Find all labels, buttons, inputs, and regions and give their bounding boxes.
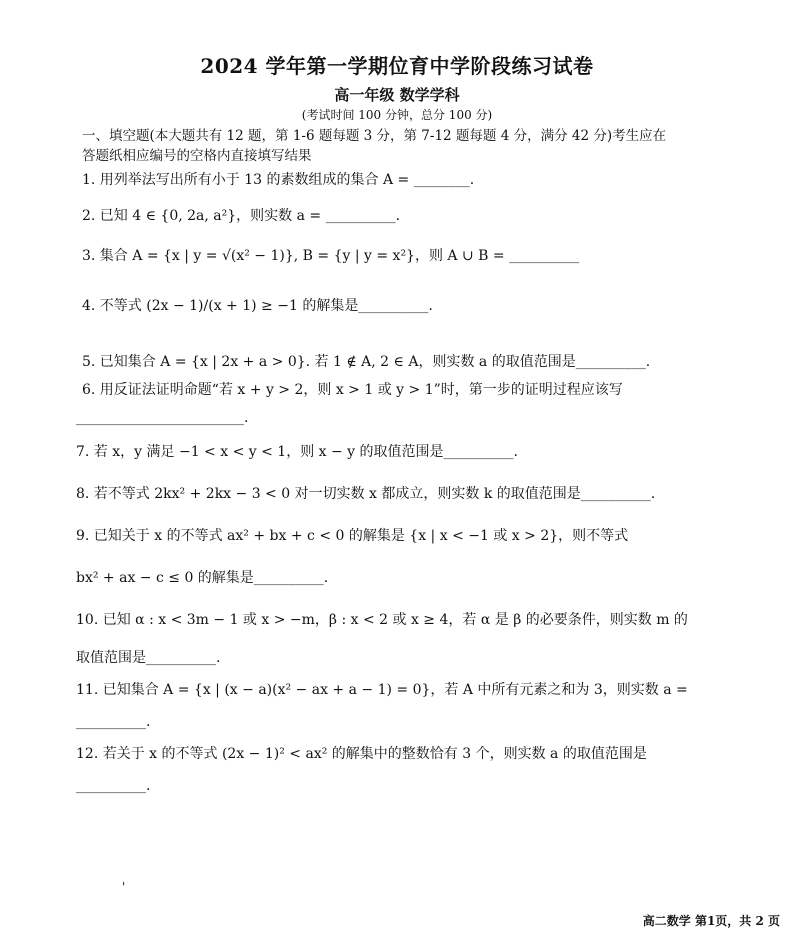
question-9-continued: bx² + ax − c ≤ 0 的解集是__________. (76, 570, 329, 586)
section-line-2: 答题纸相应编号的空格内直接填写结果 (82, 148, 312, 164)
exam-time-note: (考试时间 100 分钟，总分 100 分) (301, 108, 493, 122)
stray-mark: ' (122, 880, 126, 894)
question-8: 8. 若不等式 2kx² + 2kx − 3 < 0 对一切实数 x 都成立，则实数 k 的取值范围是__________. (76, 486, 656, 502)
page-footer: 高二数学 第1页，共 2 页 (642, 914, 780, 928)
question-10: 10. 已知 α : x < 3m − 1 或 x > −m，β : x < 2 或 x ≥ 4，若 α 是 β 的必要条件，则实数 m 的 (76, 612, 688, 628)
question-12-answer-line: __________. (76, 778, 151, 794)
question-9: 9. 已知关于 x 的不等式 ax² + bx + c < 0 的解集是 {x | x < −1 或 x > 2}，则不等式 (76, 528, 629, 544)
exam-subtitle: 高一年级 数学学科 (334, 86, 460, 104)
question-10-continued: 取值范围是__________. (76, 650, 221, 666)
question-6: 6. 用反证法证明命题“若 x + y > 2，则 x > 1 或 y > 1”时，第一步的证明过程应该写 (82, 382, 623, 398)
question-2: 2. 已知 4 ∈ {0, 2a, a²}，则实数 a = __________. (82, 208, 401, 224)
exam-title: 2024 学年第一学期位育中学阶段练习试卷 (200, 54, 594, 78)
question-12: 12. 若关于 x 的不等式 (2x − 1)² < ax² 的解集中的整数恰有 3 个，则实数 a 的取值范围是 (76, 746, 647, 762)
question-5: 5. 已知集合 A = {x | 2x + a > 0}. 若 1 ∉ A, 2 ∈ A，则实数 a 的取值范围是__________. (82, 354, 651, 370)
question-11: 11. 已知集合 A = {x | (x − a)(x² − ax + a − 1) = 0}，若 A 中所有元素之和为 3，则实数 a = (76, 682, 688, 698)
question-4: 4. 不等式 (2x − 1)/(x + 1) ≥ −1 的解集是__________. (82, 298, 433, 314)
question-6-answer-line: ________________________. (76, 410, 249, 426)
question-1: 1. 用列举法写出所有小于 13 的素数组成的集合 A = ________. (82, 172, 475, 188)
question-7: 7. 若 x，y 满足 −1 < x < y < 1，则 x − y 的取值范围是__________. (76, 444, 518, 460)
section-line-1: 一、填空题(本大题共有 12 题，第 1-6 题每题 3 分，第 7-12 题每题 4 分，满分 42 分)考生应在 (82, 128, 667, 144)
question-3: 3. 集合 A = {x | y = √(x² − 1)}, B = {y | y = x²}，则 A ∪ B = __________ (82, 248, 580, 264)
section-instructions (82, 126, 742, 166)
question-11-answer-line: __________. (76, 714, 151, 730)
